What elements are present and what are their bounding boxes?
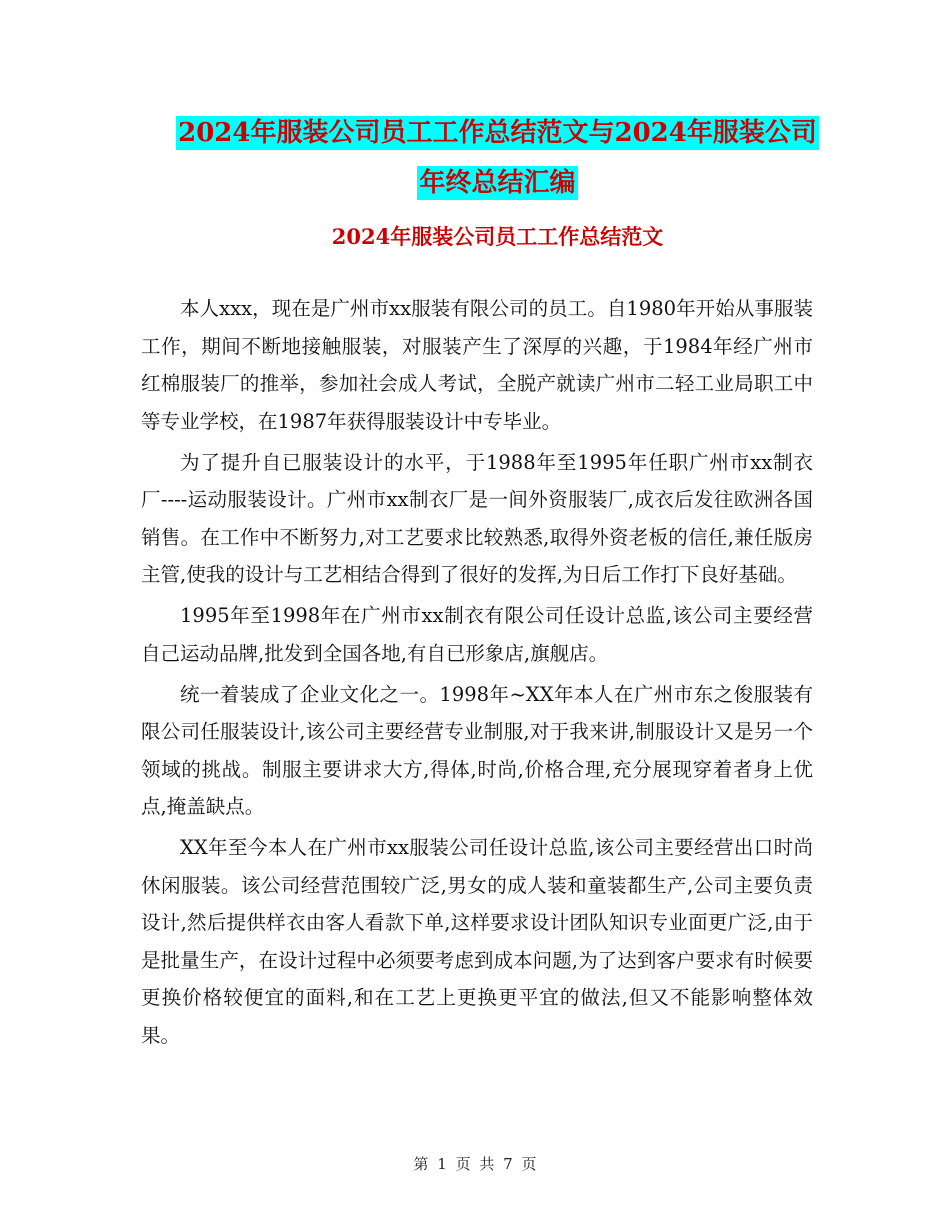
paragraph: 为了提升自已服装设计的水平，于1988年至1995年任职广州市xx制衣厂----运动服装设计。广州市xx制衣厂是一间外资服装厂,成衣后发往欧洲各国销售。在工作中不断努力,对工艺要求比较熟悉,取得外资老板的信任,兼任版房主管,使我的设计与工艺相结合得到了很好的发挥,为日后工作打下良好基础。 xyxy=(141,450,813,586)
title-line-1: 2024年服装公司员工工作总结范文与2024年服装公司 xyxy=(178,118,817,148)
paragraph: 1995年至1998年在广州市xx制衣有限公司任设计总监,该公司主要经营自己运动品牌,批发到全国各地,有自已形象店,旗舰店。 xyxy=(141,604,813,665)
paragraph: 统一着装成了企业文化之一。1998年~XX年本人在广州市东之俊服装有限公司任服装设计,该公司主要经营专业制服,对于我来讲,制服设计又是另一个领域的挑战。制服主要讲求大方,得体,时尚,价格合理,充分展现穿着者身上优点,掩盖缺点。 xyxy=(141,682,813,818)
paragraph: XX年至今本人在广州市xx服装公司任设计总监,该公司主要经营出口时尚休闲服装。该公司经营范围较广泛,男女的成人装和童装都生产,公司主要负责设计,然后提供样衣由客人看款下单,这样要求设计团队知识专业面更广泛,由于是批量生产，在设计过程中必须要考虑到成本问题,为了达到客户要求有时候要更换价格较便宜的面料,和在工艺上更换更平宜的做法,但又不能影响整体效果。 xyxy=(141,836,813,1047)
paragraph: 本人xxx，现在是广州市xx服装有限公司的员工。自1980年开始从事服装工作，期间不断地接触服装，对服装产生了深厚的兴趣，于1984年经广州市红棉服装厂的推举，参加社会成人考试，全脱产就读广州市二轻工业局职工中等专业学校，在1987年获得服装设计中专毕业。 xyxy=(141,297,813,433)
section-title: 2024年服装公司员工工作总结范文 xyxy=(331,224,664,249)
document-body xyxy=(141,290,813,1058)
page-number-footer: 第 1 页 共 7 页 xyxy=(413,1155,537,1173)
document-title xyxy=(140,108,855,208)
title-line-2: 年终总结汇编 xyxy=(419,168,576,198)
